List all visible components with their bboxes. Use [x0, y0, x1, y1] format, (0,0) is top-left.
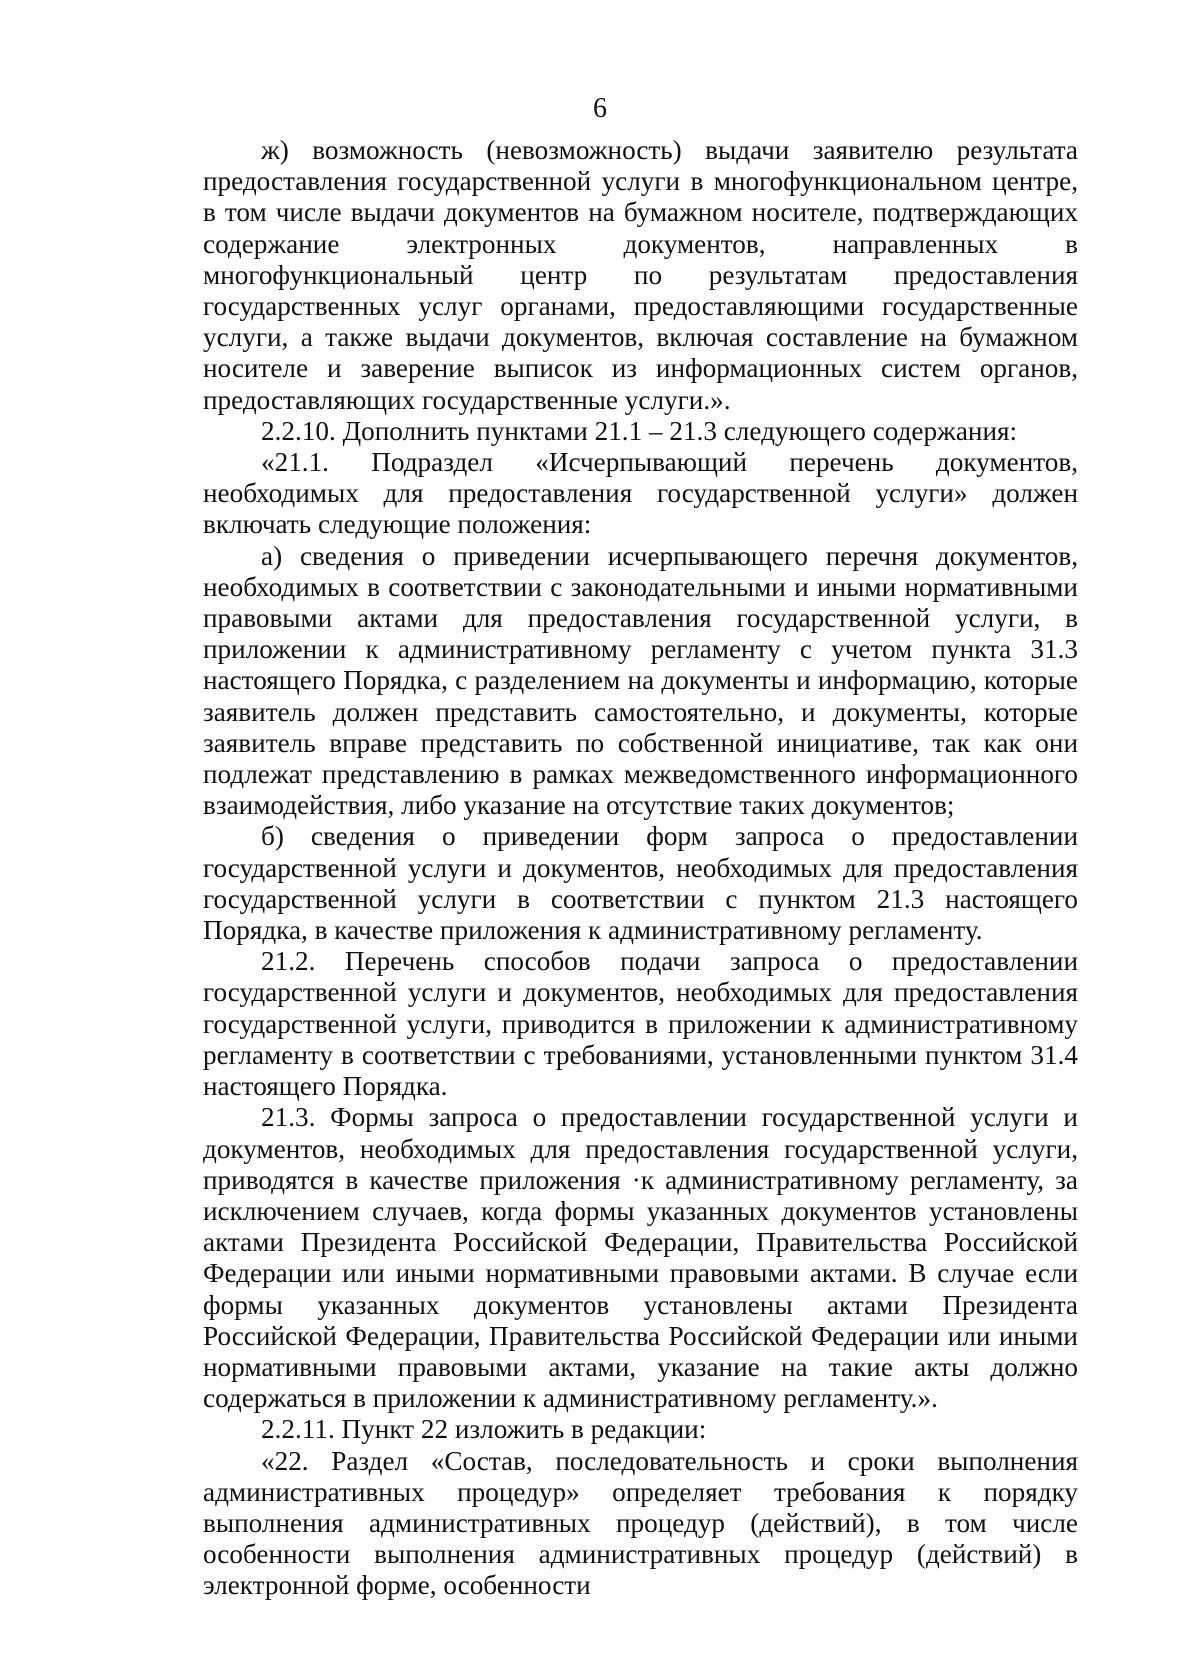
paragraph-2-2-10: 2.2.10. Дополнить пунктами 21.1 – 21.3 следующего содержания:	[261, 415, 1018, 446]
paragraph-21-2: 21.2. Перечень способов подачи запроса о предоставлении государственной услуги и документов, необходимых для предоставления государственной услуги, приводится в приложении к административному регламенту в соответствии с требованиями, установленными пунктом 31.4 настоящего Порядка.	[203, 946, 1078, 1102]
page-number: 6	[593, 93, 607, 124]
paragraph-zh: ж) возможность (невозможность) выдачи заявителю результата предоставления государственной услуги в многофункциональном центре, в том числе выдачи документов на бумажном носителе, подтверждающих содержание электронных документов, направленных в многофункциональный центр по результатам предоставления государственных услуг органами, предоставляющими государственные услуги, а также выдачи документов, включая составление на бумажном носителе и заверение выписок из информационных систем органов, предоставляющих государственные услуги.».	[203, 135, 1078, 415]
paragraph-22: «22. Раздел «Состав, последовательность и сроки выполнения административных процедур» определяет требования к порядку выполнения административных процедур (действий), в том числе особенности выполнения административных процедур (действий) в электронной форме, особенности	[203, 1445, 1078, 1601]
paragraph-21-3: 21.3. Формы запроса о предоставлении государственной услуги и документов, необходимых для предоставления государственной услуги, приводятся в качестве приложения ·к административному регламенту, за исключением случаев, когда формы указанных документов установлены актами Президента Российской Федерации, Правительства Российской Федерации или иными нормативными правовыми актами. В случае если формы указанных документов установлены актами Президента Российской Федерации, Правительства Российской Федерации или иными нормативными правовыми актами, указание на такие акты должно содержаться в приложении к административному регламенту.».	[203, 1102, 1078, 1414]
paragraph-21-1-b: б) сведения о приведении форм запроса о предоставлении государственной услуги и документов, необходимых для предоставления государственной услуги в соответствии с пунктом 21.3 настоящего Порядка, в качестве приложения к административному регламенту.	[203, 821, 1078, 946]
paragraph-21-1: «21.1. Подраздел «Исчерпывающий перечень документов, необходимых для предоставления государственной услуги» должен включать следующие положения:	[203, 447, 1078, 540]
paragraph-2-2-11: 2.2.11. Пункт 22 изложить в редакции:	[261, 1414, 707, 1445]
document-body	[203, 135, 1078, 1602]
paragraph-21-1-a: а) сведения о приведении исчерпывающего перечня документов, необходимых в соответствии с законодательными и иными нормативными правовыми актами для предоставления государственной услуги, в приложении к административному регламенту с учетом пункта 31.3 настоящего Порядка, с разделением на документы и информацию, которые заявитель должен представить самостоятельно, и документы, которые заявитель вправе представить по собственной инициативе, так как они подлежат представлению в рамках межведомственного информационного взаимодействия, либо указание на отсутствие таких документов;	[203, 540, 1078, 821]
